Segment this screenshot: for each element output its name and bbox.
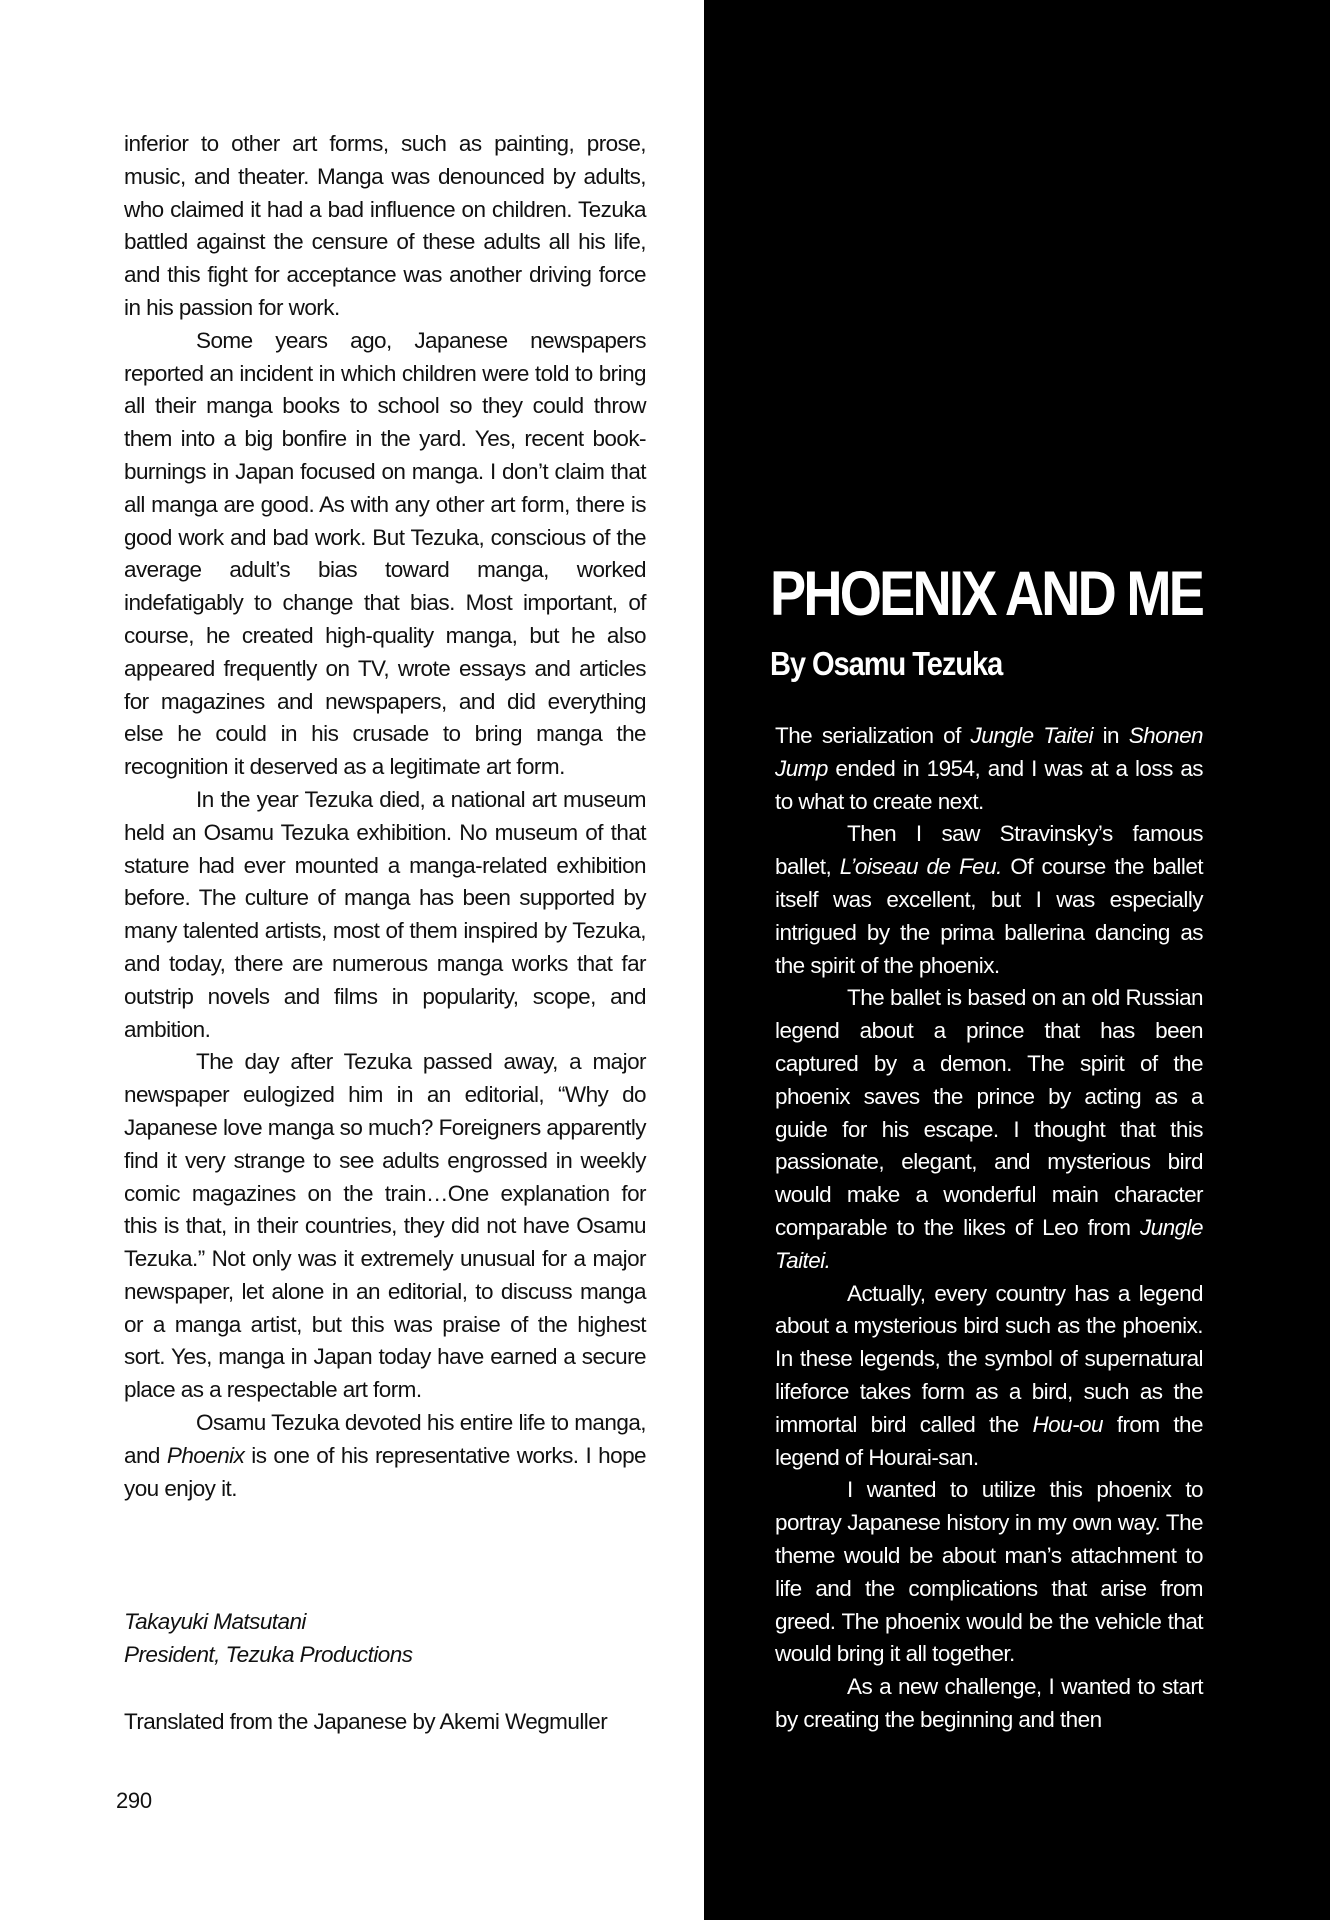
signature-block — [124, 1606, 412, 1672]
left-paragraph — [124, 784, 646, 1046]
paragraph-text: The ballet is based on an old Russian legend about a prince that has been captured by a demon. The spirit of the phoenix saves the prince by acting as a guide for his escape. I thought that this passionate, elegant, and mysterious bird would make a wonderful main character comparable to the likes of Leo from — [775, 985, 1203, 1240]
right-paragraph — [775, 818, 1203, 982]
paragraph-text: ended in 1954, and I was at a loss as to what to create next. — [775, 755, 1203, 814]
paragraph-text: Then I saw Stravinsky’s famous ballet, — [775, 821, 1203, 880]
paragraph-text: Osamu Tezuka devoted his entire life to manga, and — [124, 1410, 646, 1468]
page-number: 290 — [116, 1788, 152, 1813]
paragraph-text: The day after Tezuka passed away, a major newspaper eulogized him in an editorial, “Why do Japanese love manga so much? Foreigners apparently find it very strange to see adults engrossed in weekly comic magazines on the train…One explanation for this is that, in their countries, they did not have Osamu Tezuka.” Not only was it extremely unusual for a major newspaper, let alone in an editorial, to discuss manga or a manga artist, but this was praise of the highest sort. Yes, manga in Japan today have earned a secure place as a respectable art form. — [124, 1049, 646, 1403]
right-paragraph — [775, 1278, 1203, 1475]
italic-title-text: Hou-ou — [1032, 1411, 1103, 1437]
signature-title: President, Tezuka Productions — [124, 1641, 413, 1667]
right-paragraph — [775, 720, 1203, 818]
translator-credit: Translated from the Japanese by Akemi Wegmuller — [124, 1709, 608, 1734]
afterword-body — [124, 128, 646, 1505]
left-paragraph — [124, 128, 646, 325]
right-paragraph — [775, 982, 1203, 1277]
italic-title-text: Jungle Taitei. — [775, 1214, 1203, 1273]
left-paragraph — [124, 325, 646, 784]
paragraph-text: The serialization of — [775, 723, 971, 748]
essay-body — [775, 720, 1203, 1737]
italic-title-text: Phoenix — [166, 1442, 245, 1468]
paragraph-text: I wanted to utilize this phoenix to portray Japanese history in my own way. The theme would be about man’s attachment to life and the complications that arise from greed. The phoenix would be the vehicle that would bring it all together. — [775, 1477, 1203, 1667]
paragraph-text: Some years ago, Japanese newspapers reported an incident in which children were told to bring all their manga books to school so they could throw them into a big bonfire in the yard. Yes, recent book-burnings in Japan focused on manga. I don’t claim that all manga are good. As with any other art form, there is good work and bad work. But Tezuka, conscious of the average adult’s bias toward manga, worked indefatigably to change that bias. Most important, of course, he created high-quality manga, but he also appeared frequently on TV, wrote essays and articles for magazines and newspapers, and did everything else he could in his crusade to bring manga the recognition it deserved as a legitimate art form. — [124, 327, 646, 780]
italic-title-text: Shonen Jump — [775, 723, 1203, 781]
paragraph-text: Of course the ballet itself was excellent, but I was especially intrigued by the prima ballerina dancing as the spirit of the phoenix. — [775, 854, 1203, 978]
paragraph-text: is one of his representative works. I hope you enjoy it. — [124, 1442, 646, 1501]
essay-byline: By Osamu Tezuka — [770, 645, 1003, 682]
paragraph-text: As a new challenge, I wanted to start by creating the beginning and then — [775, 1674, 1203, 1732]
paragraph-text: in — [1092, 723, 1129, 748]
paragraph-text: In the year Tezuka died, a national art museum held an Osamu Tezuka exhibition. No museum of that stature had ever mounted a manga-related exhibition before. The culture of manga has been supported by many talented artists, most of them inspired by Tezuka, and today, there are numerous manga works that far outstrip novels and films in popularity, scope, and ambition. — [124, 786, 646, 1042]
paragraph-text: inferior to other art forms, such as painting, prose, music, and theater. Manga was denounced by adults, who claimed it had a bad influence on children. Tezuka battled against the censure of these adults all his life, and this fight for acceptance was another driving force in his passion for work. — [124, 131, 646, 320]
essay-column — [704, 0, 1330, 1920]
left-paragraph — [124, 1046, 646, 1407]
paragraph-text: Actually, every country has a legend about a mysterious bird such as the phoenix. In these legends, the symbol of supernatural lifeforce takes form as a bird, such as the immortal bird called the — [775, 1280, 1203, 1437]
paragraph-text: from the legend of Hourai-san. — [775, 1411, 1203, 1470]
italic-title-text: Jungle Taitei — [970, 723, 1093, 748]
right-paragraph — [775, 1671, 1203, 1737]
signature-name: Takayuki Matsutani — [124, 1609, 306, 1634]
italic-title-text: L’oiseau de Feu. — [839, 854, 1002, 880]
essay-title: PHOENIX AND ME — [770, 559, 1203, 629]
left-paragraph — [124, 1407, 646, 1505]
right-paragraph — [775, 1474, 1203, 1671]
